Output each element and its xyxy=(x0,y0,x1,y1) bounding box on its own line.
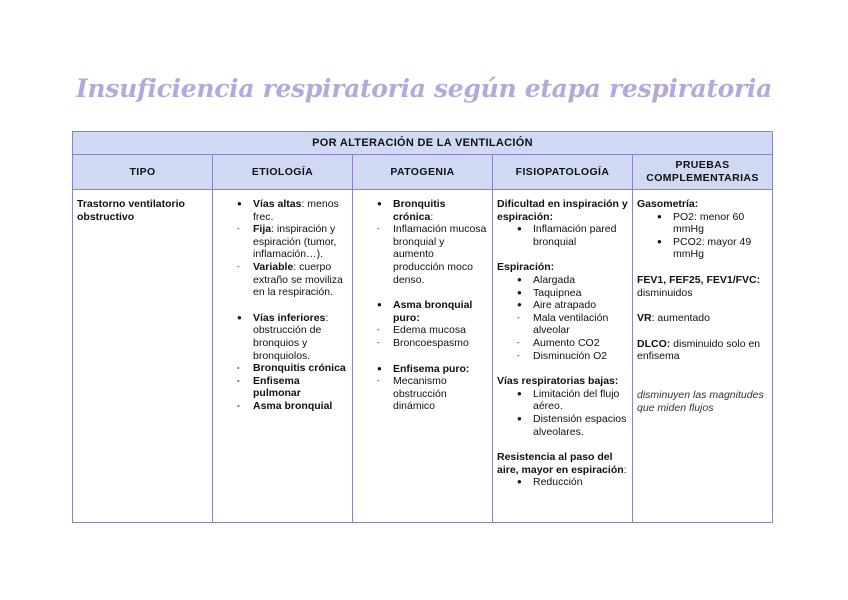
list-item: ● Enfisema puro: xyxy=(373,363,488,376)
cell-tipo xyxy=(73,190,213,523)
ventilation-table xyxy=(72,131,773,523)
list-item: - Fija: inspiración y espiración (tumor, inflamación…). xyxy=(233,223,348,261)
list-item: - Inflamación mucosa bronquial y aumento producción moco denso. xyxy=(373,223,488,286)
dlco-line: DLCO: disminuido solo en enfisema xyxy=(637,337,761,363)
list-item: - Edema mucosa xyxy=(373,324,488,337)
page-title: Insuficiencia respiratoria según etapa respiratoria xyxy=(76,74,772,103)
list-item: - Broncoespasmo xyxy=(373,337,488,350)
list-item: ● Limitación del flujo aéreo. xyxy=(513,388,628,413)
list-item: ● Aire atrapado xyxy=(513,299,628,312)
list-item: ● Vías altas: menos frec. xyxy=(233,198,348,223)
vr-line: VR: aumentado xyxy=(637,312,710,325)
col-header-pruebas: PRUEBAS COMPLEMENTARIAS xyxy=(633,155,773,190)
list-item: - Bronquitis crónica xyxy=(233,362,348,375)
gasometria-label: Gasometría: xyxy=(637,198,699,210)
col-header-fisiopatologia: FISIOPATOLOGÍA xyxy=(493,155,633,190)
list-item: - Aumento CO2 xyxy=(513,337,628,350)
list-item: ● Taquipnea xyxy=(513,287,628,300)
list-item: ● PCO2: mayor 49 mmHg xyxy=(653,236,768,261)
fisio-resistencia-label: Resistencia al paso del aire, mayor en espiración: xyxy=(497,451,627,476)
list-item: ● Reducción xyxy=(513,476,628,489)
fisio-dificultad-label: Dificultad en inspiración y espiración: xyxy=(497,198,628,223)
cell-pruebas xyxy=(633,190,773,523)
cell-etiologia xyxy=(213,190,353,523)
col-header-etiologia: ETIOLOGÍA xyxy=(213,155,353,190)
list-item: - Mecanismo obstrucción dinámico xyxy=(373,375,488,413)
cell-patogenia xyxy=(353,190,493,523)
pruebas-note: disminuyen las magnitudes que miden flujos xyxy=(637,388,764,414)
fisio-espiracion-label: Espiración: xyxy=(497,261,555,274)
col-header-tipo: TIPO xyxy=(73,155,213,190)
list-item: - Enfisema pulmonar xyxy=(233,375,348,400)
list-item: ● PO2: menor 60 mmHg xyxy=(653,211,768,236)
list-item: ● Vías inferiores: obstrucción de bronquios y bronquiolos. xyxy=(233,312,348,362)
tipo-text: Trastorno ventilatorio obstructivo xyxy=(77,198,185,223)
list-item: ● Inflamación pared bronquial xyxy=(513,223,628,248)
list-item: ● Distensión espacios alveolares. xyxy=(513,413,628,438)
cell-fisiopatologia xyxy=(493,190,633,523)
list-item: - Mala ventilación alveolar xyxy=(513,312,628,337)
list-item: ● Asma bronquial puro: xyxy=(373,299,488,324)
table-band-header: POR ALTERACIÓN DE LA VENTILACIÓN xyxy=(73,132,773,155)
list-item: - Asma bronquial xyxy=(233,400,348,413)
list-item: ● Bronquitis crónica: xyxy=(373,198,488,223)
list-item: ● Alargada xyxy=(513,274,628,287)
list-item: - Disminución O2 xyxy=(513,350,628,363)
fisio-vias-label: Vías respiratorias bajas: xyxy=(497,375,619,388)
list-item: - Variable: cuerpo extraño se moviliza en la respiración. xyxy=(233,261,348,299)
fev-line: FEV1, FEF25, FEV1/FVC: disminuidos xyxy=(637,273,761,299)
col-header-patogenia: PATOGENIA xyxy=(353,155,493,190)
